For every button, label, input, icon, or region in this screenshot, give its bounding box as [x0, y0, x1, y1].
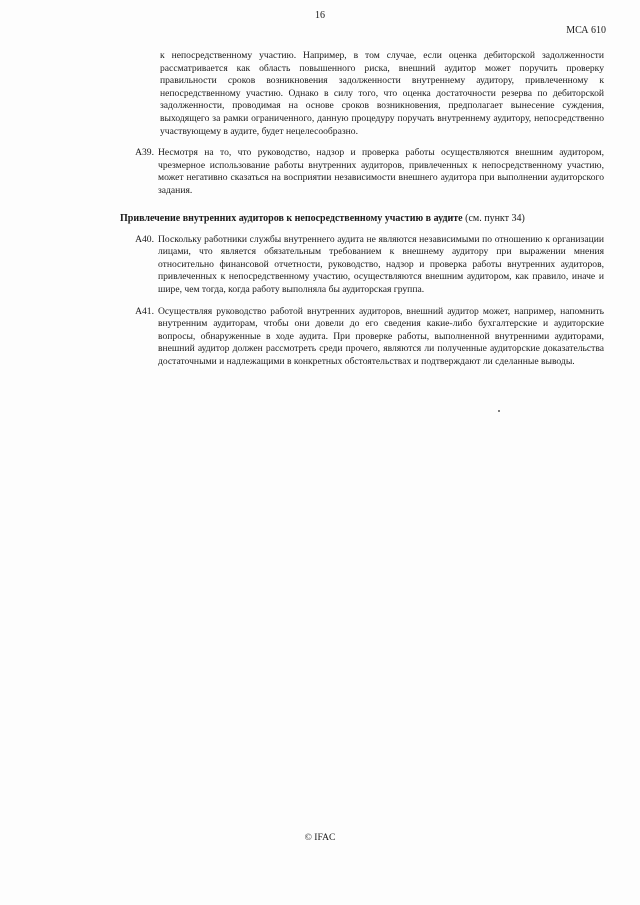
paragraph-number: A39.	[135, 147, 154, 159]
continued-paragraph: к непосредственному участию. Например, в том случае, если оценка дебиторской задолженности рассматривается как область повышенного риска, внешний аудитор может поручить проверку правильности сроков возникновения задолженности внутреннему аудитору, привлеченному к непосредственному участию. Однако в силу того, что оценка достаточности резерва по дебиторской задолженности, проводимая на основе сроков возникновения, предполагает вынесение суждения, выходящего за рамки ограниченного, данную процедуру поручать внутреннему аудитору, непосредственно участвующему в аудите, будет нецелесообразно.	[160, 50, 604, 137]
document-code: МСА 610	[566, 25, 606, 36]
section-heading-reference: (см. пункт 34)	[462, 212, 525, 224]
scan-speck	[498, 410, 500, 412]
page-number: 16	[315, 10, 325, 21]
footer-copyright: © IFAC	[304, 832, 336, 843]
paragraph-text: Несмотря на то, что руководство, надзор и проверка работы осуществляются внешним аудитором, чрезмерное использование работы внутренних аудиторов, привлеченных к непосредственному участию, может негативно сказаться на восприятии независимости внешнего аудитора при выполнении аудиторского задания.	[158, 147, 604, 196]
paragraph-text: Осуществляя руководство работой внутренних аудиторов, внешний аудитор может, например, напомнить внутренним аудиторам, чтобы они довели до его сведения какие-либо бухгалтерские и аудиторские вопросы, обнаруженные в ходе аудита. При проверке работы, выполненной внутренними аудиторами, внешний аудитор должен рассмотреть среди прочего, являются ли полученные аудиторские доказательства достаточными и надлежащими в конкретных обстоятельствах и подтверждают ли сделанные выводы.	[158, 305, 604, 367]
paragraph-a41	[120, 306, 604, 369]
paragraph-number: A41.	[135, 305, 154, 317]
paragraph-a39	[120, 147, 604, 197]
paragraph-text: Поскольку работники службы внутреннего аудита не являются независимыми по отношению к организации лицами, что является обязательным требованием к внешнему аудитору при выражении мнения относительно финансовой отчетности, руководство, надзор и проверка работы внутренних аудиторов, привлеченных к непосредственному участию, осуществляются внешним аудитором, как правило, иначе и шире, чем тогда, когда работу выполняла бы аудиторская группа.	[158, 233, 604, 295]
paragraph-a40	[120, 234, 604, 297]
section-heading	[120, 212, 604, 225]
paragraph-number: A40.	[135, 233, 154, 245]
section-heading-title: Привлечение внутренних аудиторов к непосредственному участию в аудите	[120, 212, 463, 224]
page-content	[120, 50, 604, 368]
